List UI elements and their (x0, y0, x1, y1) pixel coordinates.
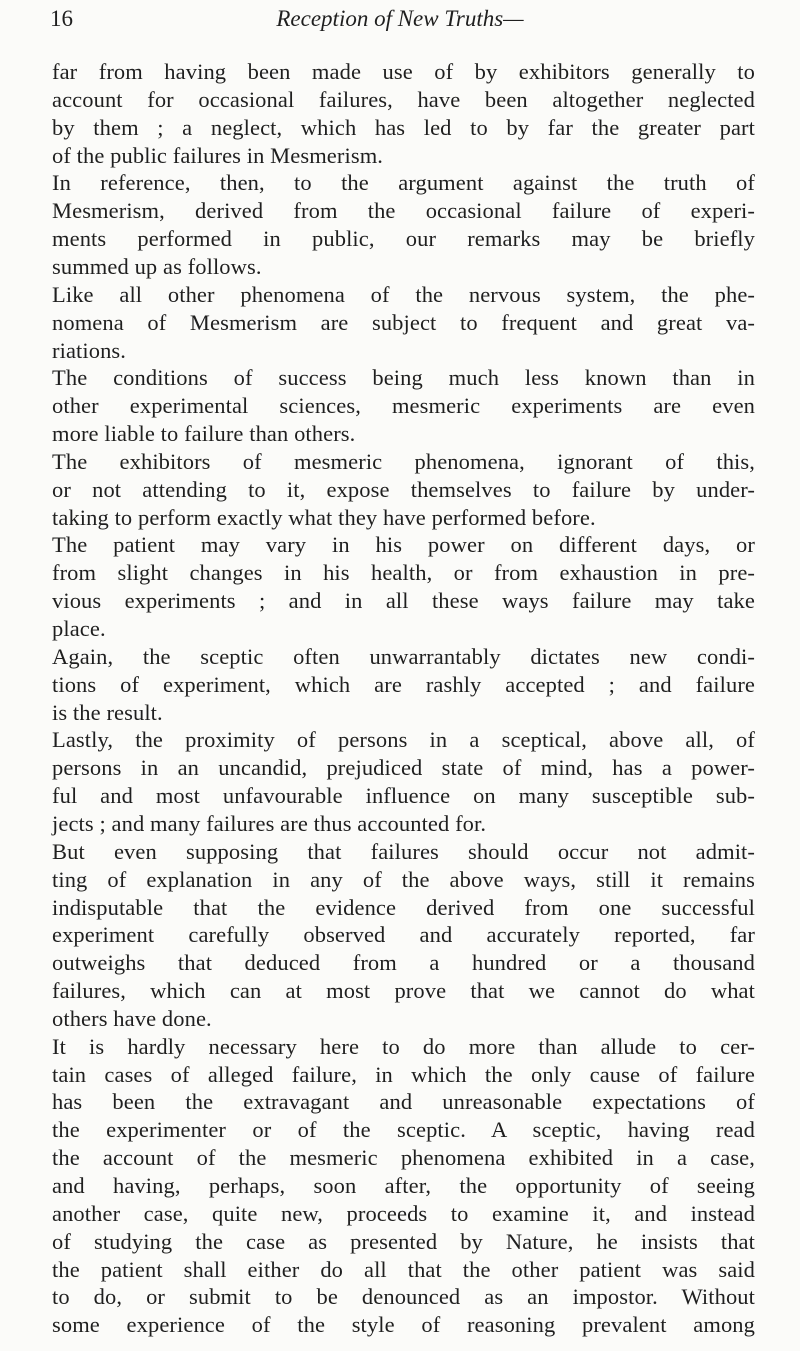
text-line: failures, which can at most prove that we cannot do what (52, 978, 755, 1004)
text-line: the experimenter or of the sceptic. A sceptic, having read (52, 1117, 755, 1143)
text-line: or not attending to it, expose themselves to failure by under- (52, 476, 755, 502)
text-line: far from having been made use of by exhibitors generally to (52, 59, 755, 84)
text-line: taking to perform exactly what they have performed before. (52, 504, 596, 530)
text-line: In reference, then, to the argument against the truth of (52, 170, 755, 196)
text-line: riations. (52, 337, 127, 363)
text-line: Lastly, the proximity of persons in a sceptical, above all, of (52, 727, 755, 753)
text-line: to do, or submit to be denounced as an impostor. Without (52, 1284, 755, 1310)
text-line: some experience of the style of reasoning prevalent among (52, 1312, 755, 1338)
text-line: has been the extravagant and unreasonable expectations of (52, 1089, 755, 1115)
text-line: Like all other phenomena of the nervous system, the phe- (52, 281, 755, 307)
text-line: vious experiments ; and in all these ways failure may take (52, 588, 755, 614)
text-line: tain cases of alleged failure, in which the only cause of failure (52, 1061, 755, 1087)
text-line: summed up as follows. (52, 253, 262, 279)
page-number: 16 (50, 6, 73, 31)
text-line: tions of experiment, which are rashly accepted ; and failure (52, 671, 755, 697)
text-line: It is hardly necessary here to do more than allude to cer- (52, 1033, 755, 1059)
text-line: ting of explanation in any of the above ways, still it remains (52, 866, 755, 892)
text-line: by them ; a neglect, which has led to by far the greater part (52, 114, 755, 140)
text-line: place. (52, 616, 106, 641)
text-line: indisputable that the evidence derived from one successful (52, 894, 755, 920)
text-line: from slight changes in his health, or from exhaustion in pre- (52, 560, 755, 586)
text-line: another case, quite new, proceeds to examine it, and instead (52, 1200, 755, 1226)
text-line: is the result. (52, 699, 163, 725)
text-line: ful and most unfavourable influence on many susceptible sub- (52, 783, 755, 809)
text-line: other experimental sciences, mesmeric experiments are even (52, 393, 755, 419)
text-line: of the public failures in Mesmerism. (52, 142, 384, 168)
text-line: Again, the sceptic often unwarrantably dictates new condi- (52, 643, 755, 669)
text-line: others have done. (52, 1005, 212, 1031)
text-line: The exhibitors of mesmeric phenomena, ignorant of this, (52, 448, 755, 474)
text-line: experiment carefully observed and accurately reported, far (52, 922, 755, 948)
text-line: account for occasional failures, have been altogether neglected (52, 86, 755, 112)
text-line: outweighs that deduced from a hundred or a thousand (52, 950, 755, 976)
text-line: the account of the mesmeric phenomena exhibited in a case, (52, 1145, 755, 1171)
running-title: Reception of New Truths— (276, 6, 524, 31)
text-line: ments performed in public, our remarks may be briefly (52, 226, 755, 252)
text-line: nomena of Mesmerism are subject to frequent and great va- (52, 309, 755, 335)
text-line: The conditions of success being much less known than in (52, 365, 755, 391)
text-line: persons in an uncandid, prejudiced state of mind, has a power- (52, 755, 755, 781)
text-line: But even supposing that failures should occur not admit- (52, 838, 755, 864)
text-line: jects ; and many failures are thus accounted for. (52, 810, 487, 836)
text-line: the patient shall either do all that the other patient was said (52, 1256, 755, 1282)
text-line: of studying the case as presented by Nature, he insists that (52, 1228, 755, 1254)
text-line: and having, perhaps, soon after, the opportunity of seeing (52, 1173, 755, 1198)
text-line: Mesmerism, derived from the occasional failure of experi- (52, 198, 755, 224)
text-line: more liable to failure than others. (52, 421, 356, 447)
text-line: The patient may vary in his power on different days, or (52, 532, 755, 558)
